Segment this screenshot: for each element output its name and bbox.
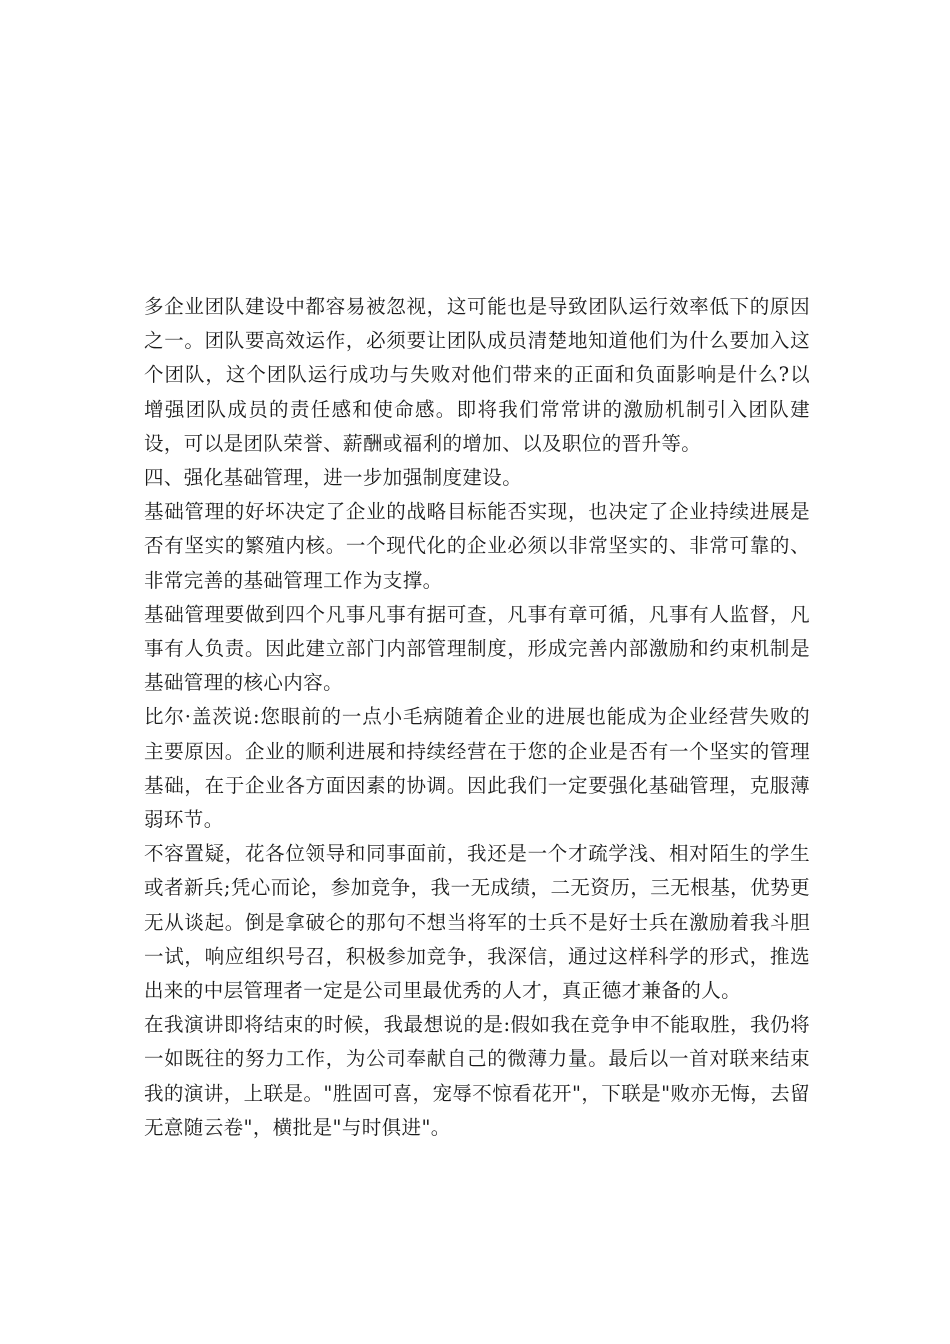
section-heading-basic-management: 四、强化基础管理，进一步加强制度建设。 — [144, 466, 523, 490]
paragraph-bill-gates-quote: 比尔·盖茨说:您眼前的一点小毛病随着企业的进展也能成为企业经营失败的主要原因。企业的顺利进展和持续经营在于您的企业是否有一个坚实的管理基础，在于企业各方面因素的协调。因此我们一定要强化基础管理，克服薄弱环节。 — [144, 705, 810, 832]
paragraph-basic-management-importance: 基础管理的好坏决定了企业的战略目标能否实现，也决定了企业持续进展是否有坚实的繁殖内核。一个现代化的企业必须以非常坚实的、非常可靠的、非常完善的基础管理工作为支撑。 — [144, 500, 810, 592]
paragraph-four-rules: 基础管理要做到四个凡事凡事有据可查，凡事有章可循，凡事有人监督，凡事有人负责。因此建立部门内部管理制度，形成完善内部激励和约束机制是基础管理的核心内容。 — [144, 602, 810, 695]
document-body — [144, 290, 810, 1145]
paragraph-team-incentives: 多企业团队建设中都容易被忽视，这可能也是导致团队运行效率低下的原因之一。团队要高效运作，必须要让团队成员清楚地知道他们为什么要加入这个团队，这个团队运行成功与失败对他们带来的正面和负面影响是什么?以增强团队成员的责任感和使命感。即将我们常常讲的激励机制引入团队建设，可以是团队荣誉、薪酬或福利的增加、以及职位的晋升等。 — [144, 295, 810, 455]
paragraph-closing-couplet: 在我演讲即将结束的时候，我最想说的是:假如我在竞争申不能取胜，我仍将一如既往的努力工作，为公司奉献自己的微薄力量。最后以一首对联来结束我的演讲，上联是。"胜固可喜，宠辱不惊看花开"，下联是"败亦无悔，去留无意随云卷"，横批是"与时俱进"。 — [144, 1013, 810, 1139]
paragraph-self-introduction: 不容置疑，花各位领导和同事面前，我还是一个才疏学浅、相对陌生的学生或者新兵;凭心而论，参加竞争，我一无成绩，二无资历，三无根基，优势更无从谈起。倒是拿破仑的那句不想当将军的士兵不是好士兵在激励着我斗胆一试，响应组织号召，积极参加竞争，我深信，通过这样科学的形式，推选出来的中层管理者一定是公司里最优秀的人才，真正德才兼备的人。 — [144, 842, 810, 1003]
